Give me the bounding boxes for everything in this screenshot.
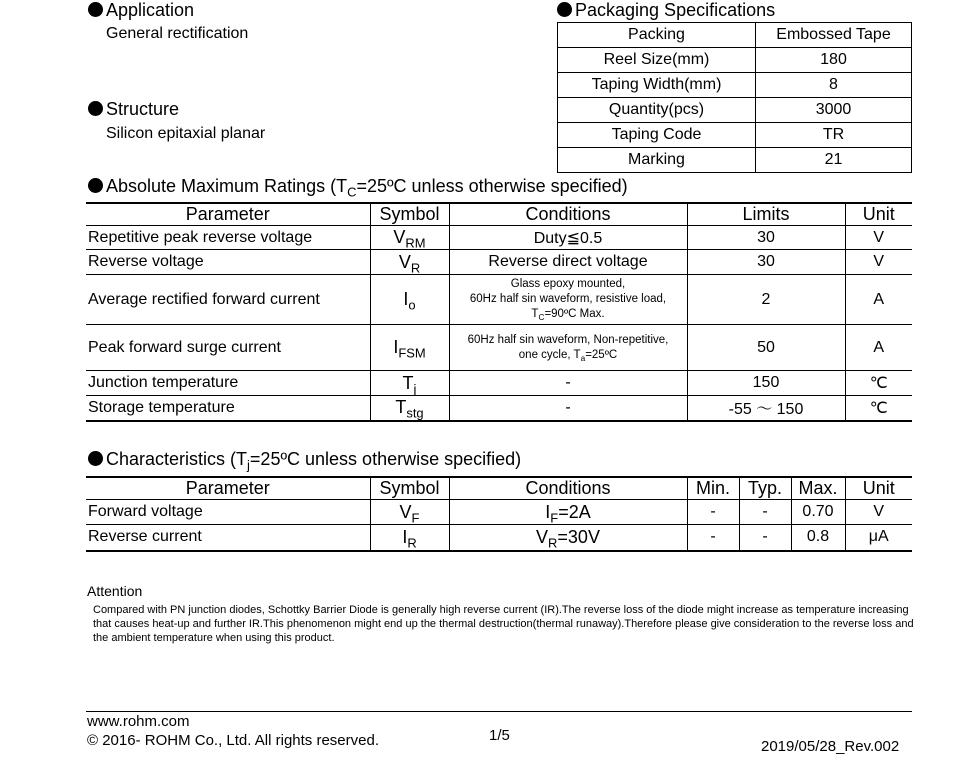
conditions-cell: $V_R=30V$: [449, 525, 687, 551]
conditions-line: Glass epoxy mounted,: [510, 278, 626, 290]
column-header: Limits: [687, 203, 845, 226]
symbol-cell: $I_{FSM}$: [370, 325, 449, 371]
unit-cell: V: [845, 250, 912, 275]
table-row: [86, 250, 912, 275]
packaging-row: [558, 48, 912, 73]
packaging-heading: Packaging Specifications: [557, 0, 775, 20]
symbol-cell: $V_R$: [370, 250, 449, 275]
column-header: Symbol: [370, 203, 449, 226]
unit-cell: ℃: [845, 396, 912, 421]
characteristics-heading: Characteristics ($T_j=25ºC$ unless otherwise specified): [88, 449, 521, 469]
characteristics-header-row: [86, 477, 912, 500]
page-number: 1/5: [489, 727, 510, 744]
packaging-label: Quantity(pcs): [558, 98, 756, 123]
packaging-label: Taping Code: [558, 123, 756, 148]
footer-copyright: © 2016- ROHM Co., Ltd. All rights reserved.: [87, 732, 379, 749]
bullet-icon: [88, 451, 103, 466]
table-row: [86, 525, 912, 551]
packaging-value: 8: [756, 73, 912, 98]
attention-title: Attention: [87, 583, 143, 599]
min-cell: -: [687, 525, 739, 551]
footer-url[interactable]: www.rohm.com: [87, 713, 190, 730]
packaging-value: 21: [756, 148, 912, 173]
column-header: Conditions: [449, 477, 687, 500]
packaging-label: Taping Width(mm): [558, 73, 756, 98]
param-cell: Peak forward surge current: [86, 325, 370, 371]
typ-cell: -: [739, 525, 791, 551]
max-cell: 0.8: [791, 525, 845, 551]
limit-cell: 30: [687, 250, 845, 275]
table-row: [86, 396, 912, 421]
structure-text: Silicon epitaxial planar: [106, 125, 266, 142]
param-cell: Average rectified forward current: [86, 275, 370, 325]
column-header: Max.: [791, 477, 845, 500]
packaging-row: [558, 123, 912, 148]
conditions-cell: -: [449, 371, 687, 396]
limit-cell: 30: [687, 226, 845, 250]
unit-cell: ℃: [845, 371, 912, 396]
packaging-table: [557, 22, 912, 173]
unit-cell: A: [845, 275, 912, 325]
packaging-row: [558, 98, 912, 123]
unit-cell: V: [845, 226, 912, 250]
param-cell: Repetitive peak reverse voltage: [86, 226, 370, 250]
param-cell: Reverse current: [86, 525, 370, 551]
characteristics-table: [86, 476, 912, 552]
column-header: Parameter: [86, 203, 370, 226]
min-cell: -: [687, 500, 739, 525]
conditions-cell: $I_F=2A$: [449, 500, 687, 525]
application-text: General rectification: [106, 25, 249, 42]
packaging-value: TR: [756, 123, 912, 148]
ratings-heading: Absolute Maximum Ratings ($T_C=25ºC$ unless otherwise specified): [88, 176, 628, 196]
packaging-row: [558, 148, 912, 173]
column-header: Conditions: [449, 203, 687, 226]
conditions-cell: -: [449, 396, 687, 421]
symbol-cell: $V_{RM}$: [370, 226, 449, 250]
packaging-value: 3000: [756, 98, 912, 123]
ratings-header-row: [86, 203, 912, 226]
symbol-cell: $I_o$: [370, 275, 449, 325]
limit-cell: 50: [687, 325, 845, 371]
revision-date: 2019/05/28_Rev.002: [761, 738, 900, 755]
param-cell: Storage temperature: [86, 396, 370, 421]
footer-divider: [86, 711, 912, 712]
conditions-cell: Duty≦0.5: [449, 226, 687, 250]
typ-cell: -: [739, 500, 791, 525]
bullet-icon: [88, 178, 103, 193]
unit-cell: V: [845, 500, 912, 525]
param-cell: Forward voltage: [86, 500, 370, 525]
packaging-label: Packing: [558, 23, 756, 48]
conditions-line: one cycle, $T_a=25ºC$: [518, 348, 618, 363]
conditions-cell: [449, 325, 687, 371]
conditions-cell: [449, 275, 687, 325]
ratings-table: [86, 202, 912, 422]
symbol-cell: $V_F$: [370, 500, 449, 525]
param-cell: Junction temperature: [86, 371, 370, 396]
packaging-value: Embossed Tape: [756, 23, 912, 48]
conditions-cell: Reverse direct voltage: [449, 250, 687, 275]
conditions-line: 60Hz half sin waveform, resistive load,: [469, 293, 667, 305]
column-header: Min.: [687, 477, 739, 500]
column-header: Parameter: [86, 477, 370, 500]
attention-body: Compared with PN junction diodes, Schottky Barrier Diode is generally high reverse current (IR).The reverse loss of the diode might increase as temperature increasing that causes heat-up and further IR.This phenomenon might end up the thermal destruction(thermal runaway).Therefore please give consideration to the reverse loss and the ambient temperature when using this product.: [93, 604, 914, 644]
column-header: Unit: [845, 477, 912, 500]
unit-cell: A: [845, 325, 912, 371]
conditions-line: $T_C=90ºC$ Max.: [531, 308, 605, 322]
symbol-cell: $T_j$: [370, 371, 449, 396]
bullet-icon: [557, 2, 572, 17]
packaging-row: [558, 23, 912, 48]
symbol-cell: $T_{stg}$: [370, 396, 449, 421]
param-cell: Reverse voltage: [86, 250, 370, 275]
table-row: [86, 500, 912, 525]
conditions-line: 60Hz half sin waveform, Non-repetitive,: [467, 333, 669, 346]
structure-heading: Structure: [88, 99, 179, 119]
table-row: [86, 226, 912, 250]
table-row: [86, 275, 912, 325]
column-header: Symbol: [370, 477, 449, 500]
column-header: Unit: [845, 203, 912, 226]
packaging-row: [558, 73, 912, 98]
application-heading: Application: [88, 0, 194, 20]
symbol-cell: $I_R$: [370, 525, 449, 551]
table-row: [86, 371, 912, 396]
limit-cell: -55 ～ 150: [687, 396, 845, 421]
limit-cell: 2: [687, 275, 845, 325]
unit-cell: μA: [845, 525, 912, 551]
packaging-label: Reel Size(mm): [558, 48, 756, 73]
packaging-value: 180: [756, 48, 912, 73]
bullet-icon: [88, 2, 103, 17]
column-header: Typ.: [739, 477, 791, 500]
packaging-label: Marking: [558, 148, 756, 173]
max-cell: 0.70: [791, 500, 845, 525]
bullet-icon: [88, 101, 103, 116]
limit-cell: 150: [687, 371, 845, 396]
table-row: [86, 325, 912, 371]
